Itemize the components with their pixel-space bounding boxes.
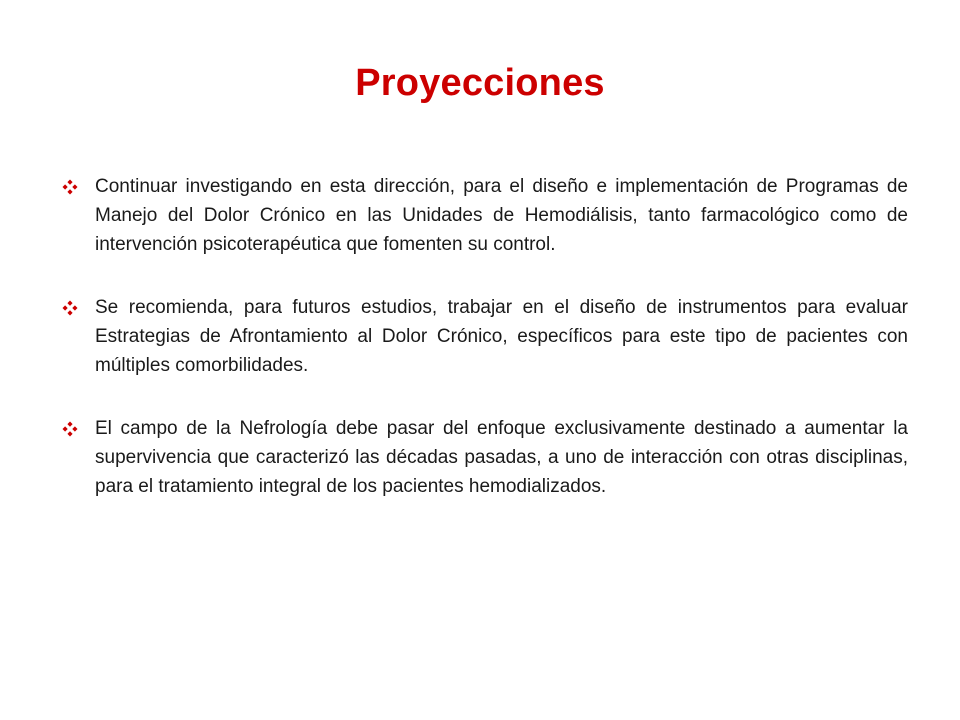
- four-diamond-bullet-icon: [62, 179, 78, 195]
- four-diamond-bullet-icon: [62, 300, 78, 316]
- four-diamond-bullet-icon: [62, 421, 78, 437]
- bullet-text: Se recomienda, para futuros estudios, trabajar en el diseño de instrumentos para evaluar Estrategias de Afrontamiento al Dolor Crónico, específicos para este tipo de pacientes con múltiples comorbilidades.: [95, 297, 908, 376]
- bullet-text: El campo de la Nefrología debe pasar del enfoque exclusivamente destinado a aumentar la supervivencia que caracterizó las décadas pasadas, a uno de interacción con otras disciplinas, para el tratamiento integral de los pacientes hemodializados.: [95, 418, 908, 497]
- bullet-text: Continuar investigando en esta dirección, para el diseño e implementación de Programas de Manejo del Dolor Crónico en las Unidades de Hemodiálisis, tanto farmacológico como de intervención psicoterapéutica que fomenten su control.: [95, 176, 908, 255]
- bullet-list: [62, 172, 908, 535]
- bullet-item: [62, 293, 908, 380]
- slide-title: Proyecciones: [355, 62, 605, 104]
- bullet-item: [62, 172, 908, 259]
- bullet-item: [62, 414, 908, 501]
